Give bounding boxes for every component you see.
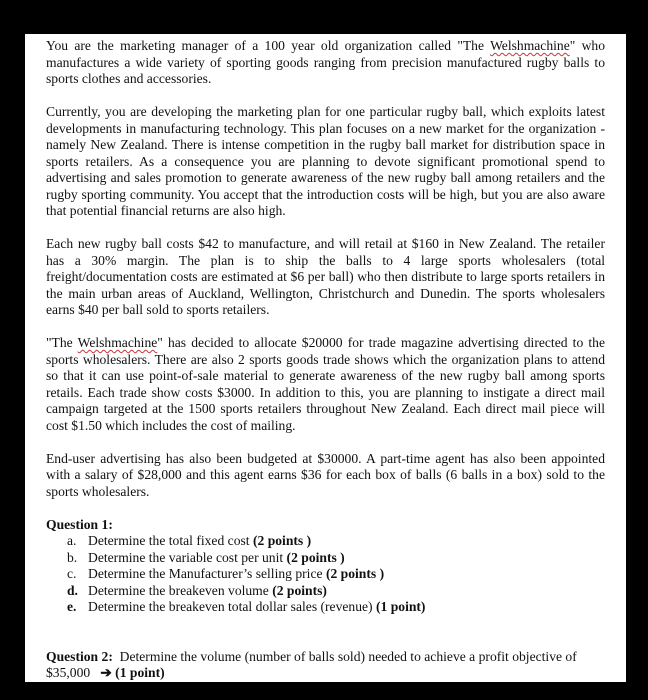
item-label: c. [67, 566, 77, 581]
item-text: Determine the total fixed cost [88, 533, 253, 548]
item-label: e. [67, 599, 77, 614]
item-points: (2 points ) [325, 566, 385, 581]
spellcheck-word: Welshmachine [77, 335, 158, 350]
item-text: Determine the breakeven total dollar sales (revenue) [88, 599, 376, 614]
question-item [67, 549, 605, 567]
item-points: (1 point) [375, 599, 426, 614]
document-content [46, 38, 605, 698]
item-text: Determine the Manufacturer’s selling price [88, 566, 326, 581]
question-2-text: Determine the volume (number of balls sold) needed to achieve a profit objective of $35,000 [46, 648, 581, 680]
item-label: b. [67, 549, 78, 565]
question-1 [46, 517, 605, 616]
promotion-paragraph [46, 335, 605, 434]
intro-paragraph [46, 38, 605, 88]
question-item [67, 533, 605, 550]
question-2-points: (1 point) [111, 665, 165, 680]
arrow-right-icon: ➔ [100, 665, 112, 680]
plan-paragraph: Currently, you are developing the marketing plan for one particular rugby ball, which exploits latest developments in manufacturing technology. This plan focuses on a new market for the organization - namely New Zealand. There is intense competition in the rugby ball market for distribution space in sports retailers. As a consequence you are planning to devote significant promotional spend to advertising and sales promotion to generate awareness of the new rugby ball among retailers and the rugby sporting community. You accept that the introduction costs will be high, but you are also aware that potential financial returns are also high. [46, 104, 605, 218]
question-item [67, 599, 605, 616]
spellcheck-word: Welshmachine [490, 38, 570, 53]
item-label: d. [67, 582, 78, 598]
item-label: a. [67, 533, 77, 548]
document-page [25, 34, 626, 682]
item-text: Determine the breakeven volume [88, 582, 273, 598]
item-text: Determine the variable cost per unit [88, 549, 287, 565]
text: " has decided to allocate $20000 for trade magazine advertising directed to the sports wholesalers. There are also 2 sports goods trade shows which the organization plans to attend so that it can use point-of-sale material to generate awareness of the new rugby ball among sports retails. Each trade show costs $3000. In addition to this, you are planning to instigate a direct mail campaign targeted at the 1500 sports retailers throughout New Zealand. Each direct mail piece will cost $1.50 which includes the cost of mailing. [46, 335, 605, 433]
question-2-title: Question 2: [46, 648, 113, 664]
question-1-list [46, 533, 605, 616]
text: You are the marketing manager of a 100 year old organization called "The [46, 38, 491, 53]
question-2 [46, 649, 605, 682]
item-points: (2 points ) [252, 533, 312, 548]
text: "The [46, 335, 78, 350]
item-points: (2 points) [272, 582, 327, 598]
text: " who manufactures a wide variety of sporting goods ranging from precision manufactured rugby balls to sports clothes and accessories. [46, 38, 606, 86]
question-item [67, 566, 605, 583]
agent-paragraph: End-user advertising has also been budgeted at $30000. A part-time agent has also been appointed with a salary of $28,000 and this agent earns $36 for each box of balls (6 balls in a box) sold to the sports wholesalers. [46, 450, 605, 499]
question-item [67, 582, 605, 600]
question-1-title: Question 1: [46, 516, 113, 532]
item-points: (2 points ) [286, 549, 345, 565]
costs-paragraph: Each new rugby ball costs $42 to manufacture, and will retail at $160 in New Zealand. The retailer has a 30% margin. The plan is to ship the balls to 4 large sports wholesalers (total freight/documentation costs are estimated at $6 per ball) who then distribute to large sports retailers in the main urban areas of Auckland, Wellington, Christchurch and Dunedin. The sports wholesalers earns $40 per ball sold to sports retailers. [46, 236, 605, 317]
